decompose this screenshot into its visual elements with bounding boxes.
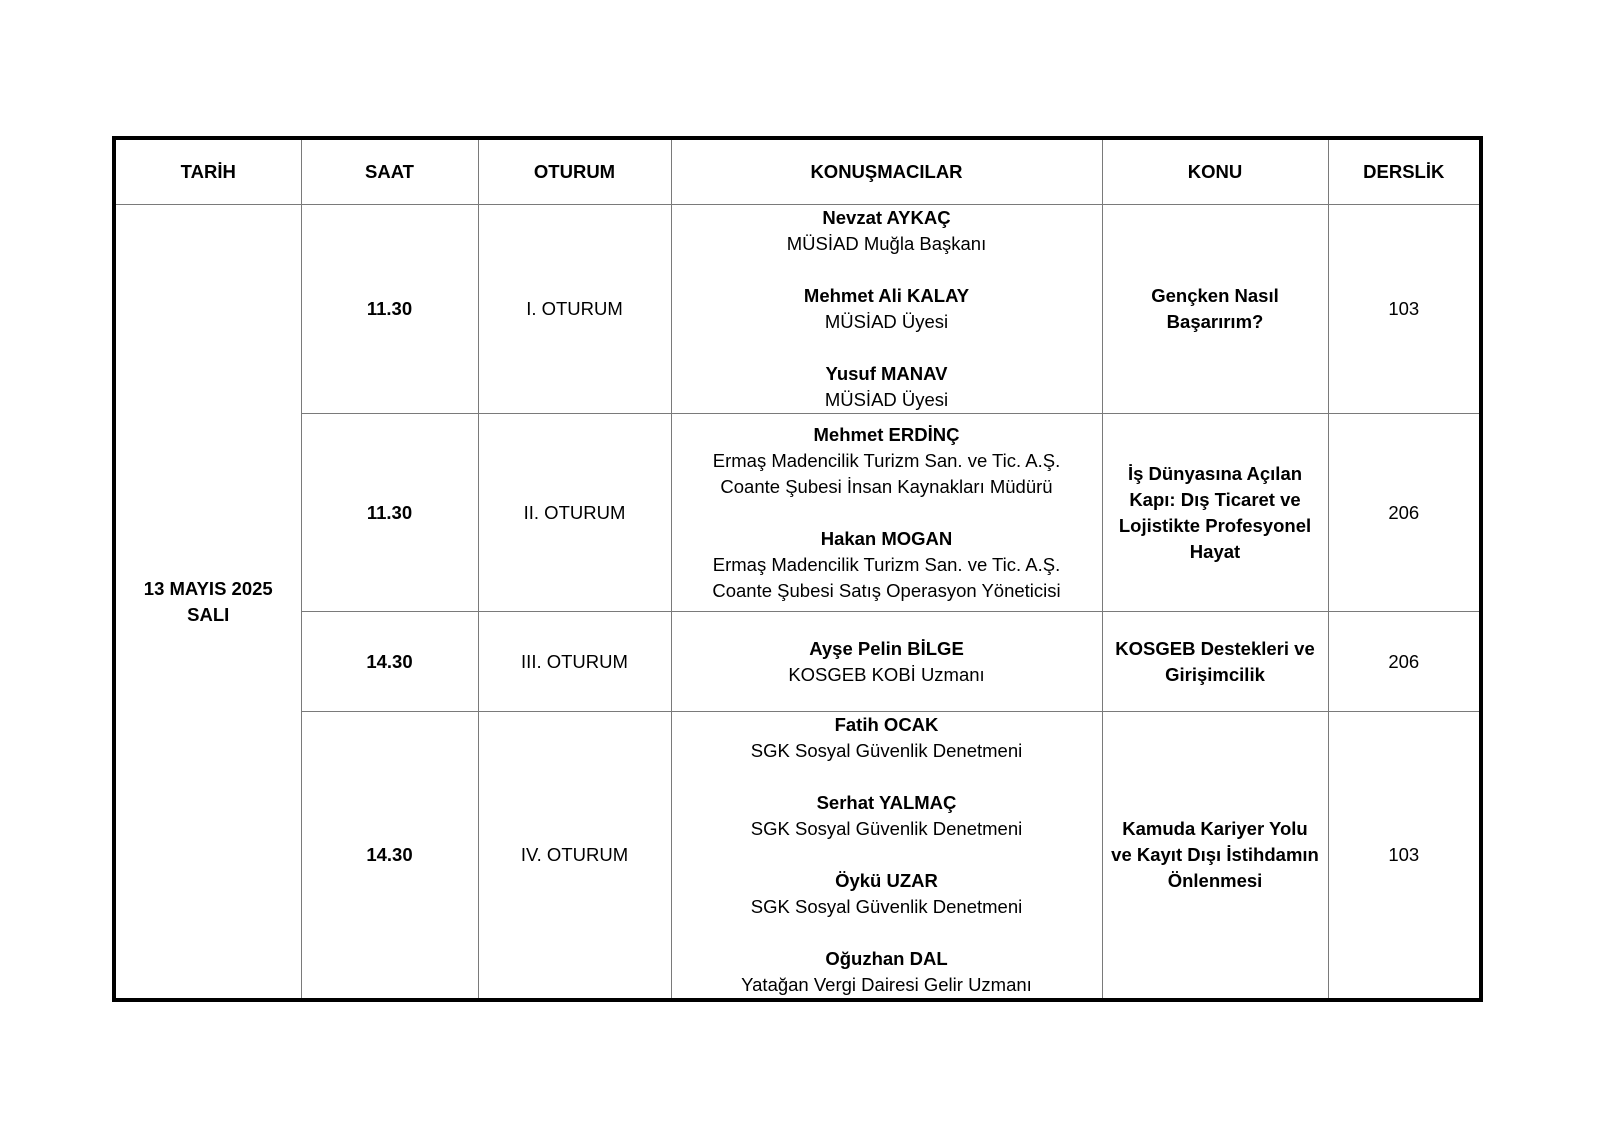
header-konu: KONU <box>1102 138 1328 205</box>
speakers-cell <box>671 414 1102 612</box>
saat-cell: 11.30 <box>301 414 478 612</box>
session-row-1 <box>114 205 1481 414</box>
speaker-title: Ermaş Madencilik Turizm San. ve Tic. A.Ş. <box>712 449 1061 471</box>
speaker-title: MÜSİAD Üyesi <box>824 311 949 332</box>
date-cell <box>114 205 301 1001</box>
speakers-cell <box>671 712 1102 1001</box>
session-row-2 <box>114 414 1481 612</box>
header-tarih: TARİH <box>114 138 301 205</box>
speaker-name: Yusuf MANAV <box>825 363 948 384</box>
oturum-cell: III. OTURUM <box>478 612 671 712</box>
konu-cell <box>1102 205 1328 414</box>
derslik-cell: 206 <box>1328 612 1481 712</box>
speakers-cell <box>671 205 1102 414</box>
derslik-cell: 103 <box>1328 712 1481 1001</box>
speaker <box>678 422 1096 500</box>
konu-line: Kapı: Dış Ticaret ve <box>1129 488 1301 510</box>
konu-line: Kamuda Kariyer Yolu <box>1122 818 1308 839</box>
derslik-cell: 206 <box>1328 414 1481 612</box>
speaker-title: MÜSİAD Üyesi <box>824 389 949 410</box>
saat-cell: 14.30 <box>301 612 478 712</box>
konu-line: Gençken Nasıl <box>1151 285 1279 306</box>
speaker-name: Mehmet ERDİNÇ <box>813 423 960 445</box>
header-konusmacilar: KONUŞMACILAR <box>671 138 1102 205</box>
konu-line: Önlenmesi <box>1167 870 1263 891</box>
speaker-name: Ayşe Pelin BİLGE <box>809 637 964 659</box>
konu-line: ve Kayıt Dışı İstihdamın <box>1111 844 1319 865</box>
header-row <box>114 138 1481 205</box>
header-derslik: DERSLİK <box>1328 138 1481 205</box>
speaker <box>678 868 1096 920</box>
speaker <box>678 283 1096 335</box>
speaker-title: Coante Şubesi İnsan Kaynakları Müdürü <box>720 475 1053 497</box>
speaker <box>678 526 1096 604</box>
saat-cell: 14.30 <box>301 712 478 1001</box>
header-oturum: OTURUM <box>478 138 671 205</box>
header-saat: SAAT <box>301 138 478 205</box>
speaker <box>678 636 1096 688</box>
konu-cell <box>1102 612 1328 712</box>
speaker-name: Mehmet Ali KALAY <box>803 285 970 306</box>
konu-cell <box>1102 712 1328 1001</box>
session-row-3 <box>114 612 1481 712</box>
speaker-name: Fatih OCAK <box>834 714 939 735</box>
speaker-title: SGK Sosyal Güvenlik Denetmeni <box>750 818 1023 839</box>
oturum-cell: II. OTURUM <box>478 414 671 612</box>
oturum-cell: IV. OTURUM <box>478 712 671 1001</box>
speakers-cell <box>671 612 1102 712</box>
speaker-title: SGK Sosyal Güvenlik Denetmeni <box>750 740 1023 761</box>
date-day: 13 MAYIS 2025 <box>143 577 273 599</box>
konu-line: Hayat <box>1189 540 1241 562</box>
speaker-title: KOSGEB KOBİ Uzmanı <box>788 663 985 685</box>
session-row-4 <box>114 712 1481 1001</box>
konu-line: KOSGEB Destekleri ve <box>1115 637 1315 659</box>
konu-line: Girişimcilik <box>1165 663 1265 685</box>
schedule-table <box>112 136 1483 1002</box>
speaker-name: Nevzat AYKAÇ <box>822 207 951 228</box>
speaker-name: Hakan MOGAN <box>820 527 953 549</box>
konu-line: Lojistikte Profesyonel <box>1118 514 1312 536</box>
speaker <box>678 946 1096 998</box>
konu-cell <box>1102 414 1328 612</box>
speaker <box>678 790 1096 842</box>
konu-line: İş Dünyasına Açılan <box>1127 462 1303 484</box>
speaker <box>678 712 1096 764</box>
speaker-name: Oğuzhan DAL <box>825 948 948 969</box>
derslik-cell: 103 <box>1328 205 1481 414</box>
speaker-title: Coante Şubesi Satış Operasyon Yöneticisi <box>712 579 1061 601</box>
konu-line: Başarırım? <box>1166 311 1264 332</box>
speaker-title: Ermaş Madencilik Turizm San. ve Tic. A.Ş. <box>712 553 1061 575</box>
speaker-name: Serhat YALMAÇ <box>816 792 957 813</box>
date-weekday: SALI <box>187 603 230 625</box>
speaker-title: MÜSİAD Muğla Başkanı <box>786 233 987 254</box>
speaker-name: Öykü UZAR <box>835 870 938 891</box>
speaker <box>678 361 1096 413</box>
oturum-cell: I. OTURUM <box>478 205 671 414</box>
speaker-title: SGK Sosyal Güvenlik Denetmeni <box>750 896 1023 917</box>
saat-cell: 11.30 <box>301 205 478 414</box>
speaker <box>678 205 1096 257</box>
speaker-title: Yatağan Vergi Dairesi Gelir Uzmanı <box>741 974 1032 995</box>
